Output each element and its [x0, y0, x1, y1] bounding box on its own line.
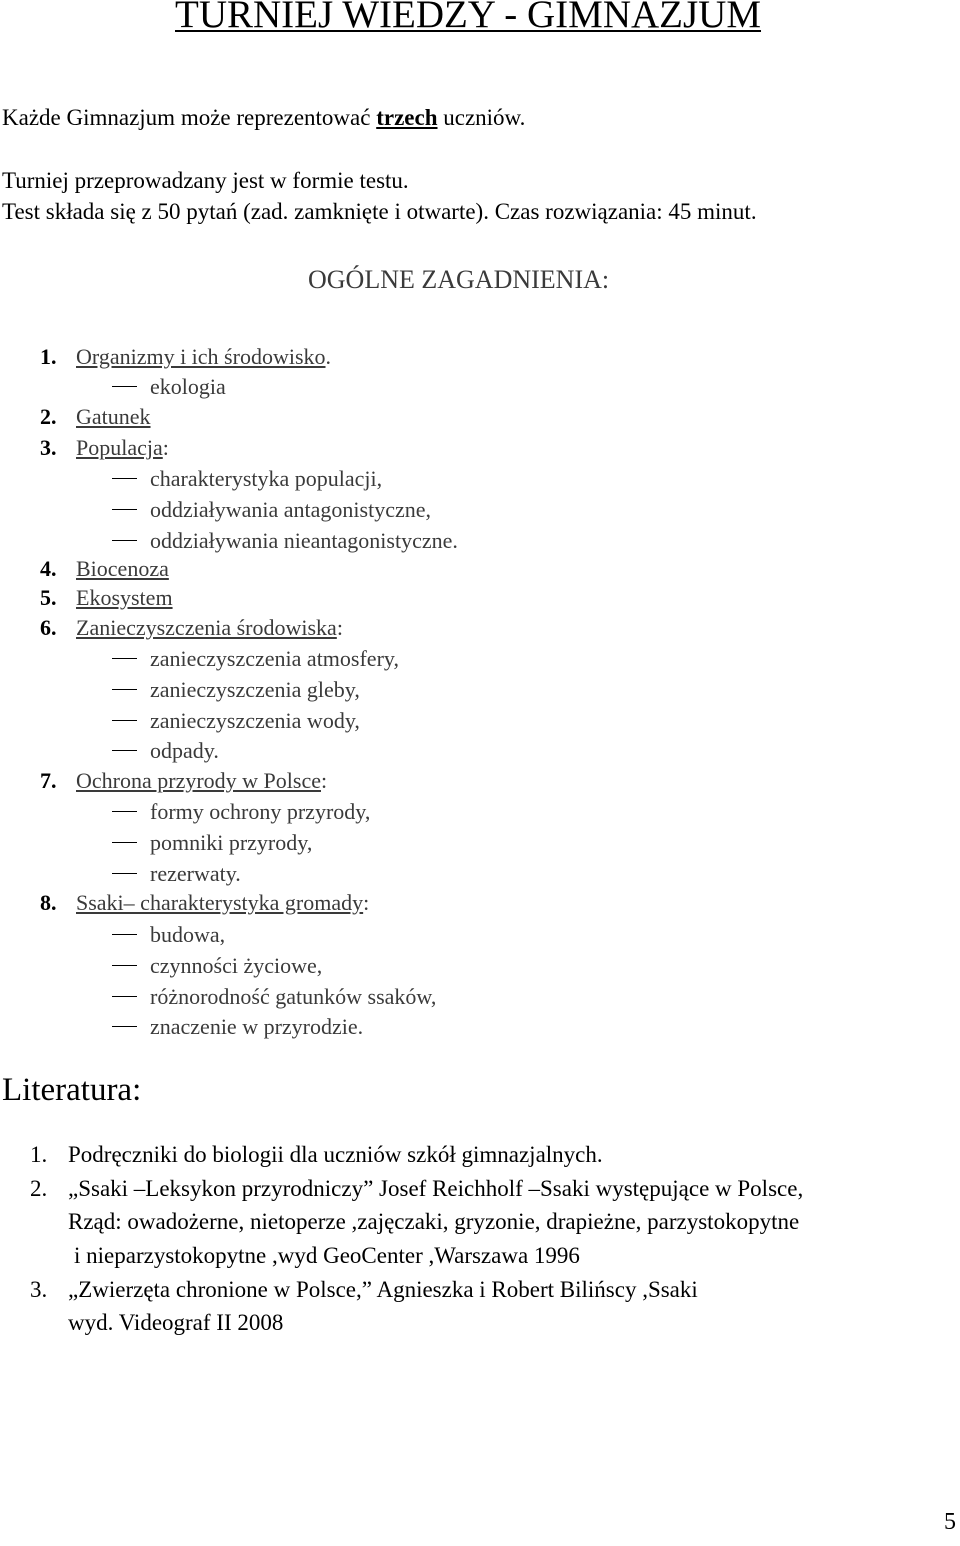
dash-bullet — [112, 540, 137, 541]
topic-suffix: . — [325, 344, 332, 369]
dash-bullet — [112, 478, 137, 479]
topic-number: 8. — [40, 890, 57, 915]
subtopic-label: zanieczyszczenia wody, — [150, 708, 360, 733]
dash-bullet — [112, 689, 137, 690]
subtopic-item — [112, 676, 360, 704]
topic-label: Populacja — [76, 435, 163, 460]
subtopic-label: oddziaływania nieantagonistyczne. — [150, 528, 458, 553]
topic-label: Ssaki– charakterystyka gromady — [76, 890, 364, 915]
topic-item — [40, 403, 151, 431]
subtopic-item — [112, 798, 370, 826]
literature-line: „Zwierzęta chronione w Polsce,” Agnieszka i Robert Bilińscy ,Ssaki — [68, 1277, 698, 1302]
topic-number: 3. — [40, 435, 57, 460]
topic-item — [40, 555, 169, 583]
intro-line-representatives — [2, 104, 525, 132]
intro-line-test-format: Turniej przeprowadzany jest w formie testu. — [2, 168, 409, 193]
document-title: TURNIEJ WIEDZY - GIMNAZJUM — [175, 0, 762, 36]
dash-bullet — [112, 996, 137, 997]
topic-suffix: : — [162, 435, 169, 460]
literature-line: Rząd: owadożerne, nietoperze ,zajęczaki, gryzonie, drapieżne, parzystokopytne — [68, 1209, 800, 1234]
subtopic-item — [112, 737, 219, 765]
topic-number: 7. — [40, 768, 57, 793]
topic-label: Zanieczyszczenia środowiska — [76, 615, 337, 640]
subtopic-item — [112, 952, 322, 980]
subtopic-item — [112, 983, 436, 1011]
topic-label: Ekosystem — [76, 585, 173, 610]
literature-line: i nieparzystokopytne ,wyd GeoCenter ,Warszawa 1996 — [74, 1243, 580, 1268]
subtopic-item — [112, 860, 241, 888]
topic-label: Organizmy i ich środowisko — [76, 344, 326, 369]
topic-item — [40, 614, 343, 642]
subtopic-label: ekologia — [150, 374, 226, 399]
literature-heading: Literatura: — [2, 1072, 142, 1108]
intro-line-test-details: Test składa się z 50 pytań (zad. zamknięte i otwarte). Czas rozwiązania: 45 minut. — [2, 199, 757, 224]
section-heading: OGÓLNE ZAGADNIENIA: — [308, 265, 610, 294]
intro-text-after: uczniów. — [437, 105, 526, 130]
subtopic-label: zanieczyszczenia gleby, — [150, 677, 360, 702]
topic-number: 5. — [40, 585, 57, 610]
topic-suffix: : — [336, 615, 343, 640]
subtopic-item — [112, 465, 382, 493]
topic-suffix: : — [321, 768, 328, 793]
dash-bullet — [112, 873, 137, 874]
topic-number: 1. — [40, 344, 57, 369]
subtopic-item — [112, 829, 312, 857]
subtopic-label: różnorodność gatunków ssaków, — [150, 984, 437, 1009]
dash-bullet — [112, 509, 137, 510]
topic-suffix: : — [363, 890, 370, 915]
topic-item — [40, 889, 369, 917]
topic-label: Ochrona przyrody w Polsce — [76, 768, 321, 793]
literature-number: 3. — [30, 1277, 48, 1302]
literature-line: wyd. Videograf II 2008 — [68, 1310, 284, 1335]
topic-label: Gatunek — [76, 404, 151, 429]
literature-line: „Ssaki –Leksykon przyrodniczy” Josef Reichholf –Ssaki występujące w Polsce, — [68, 1176, 804, 1201]
dash-bullet — [112, 720, 137, 721]
dash-bullet — [112, 811, 137, 812]
subtopic-label: odpady. — [150, 738, 219, 763]
dash-bullet — [112, 842, 137, 843]
subtopic-label: znaczenie w przyrodzie. — [150, 1014, 364, 1039]
dash-bullet — [112, 1026, 137, 1027]
intro-text-before: Każde Gimnazjum może reprezentować — [2, 105, 377, 130]
literature-number: 2. — [30, 1176, 48, 1201]
topic-number: 2. — [40, 404, 57, 429]
subtopic-label: pomniki przyrody, — [150, 830, 313, 855]
subtopic-item — [112, 645, 399, 673]
topic-item — [40, 434, 169, 462]
subtopic-label: rezerwaty. — [150, 861, 241, 886]
subtopic-item — [112, 921, 225, 949]
subtopic-label: oddziaływania antagonistyczne, — [150, 497, 432, 522]
subtopic-label: zanieczyszczenia atmosfery, — [150, 646, 399, 671]
dash-bullet — [112, 750, 137, 751]
topic-number: 6. — [40, 615, 57, 640]
subtopic-label: charakterystyka populacji, — [150, 466, 383, 491]
subtopic-item — [112, 527, 458, 555]
topic-number: 4. — [40, 556, 57, 581]
literature-line: Podręczniki do biologii dla uczniów szkół gimnazjalnych. — [68, 1142, 603, 1167]
topic-item — [40, 767, 327, 795]
topic-item — [40, 343, 331, 371]
subtopic-label: formy ochrony przyrody, — [150, 799, 371, 824]
dash-bullet — [112, 658, 137, 659]
subtopic-label: czynności życiowe, — [150, 953, 323, 978]
subtopic-item — [112, 707, 360, 735]
subtopic-item — [112, 373, 226, 401]
dash-bullet — [112, 934, 137, 935]
topic-item — [40, 584, 173, 612]
intro-emphasis: trzech — [376, 105, 438, 130]
literature-number: 1. — [30, 1142, 48, 1167]
dash-bullet — [112, 965, 137, 966]
subtopic-item — [112, 1013, 363, 1041]
subtopic-item — [112, 496, 431, 524]
topic-label: Biocenoza — [76, 556, 169, 581]
dash-bullet — [112, 386, 137, 387]
subtopic-label: budowa, — [150, 922, 226, 947]
page-number: 5 — [944, 1509, 956, 1535]
